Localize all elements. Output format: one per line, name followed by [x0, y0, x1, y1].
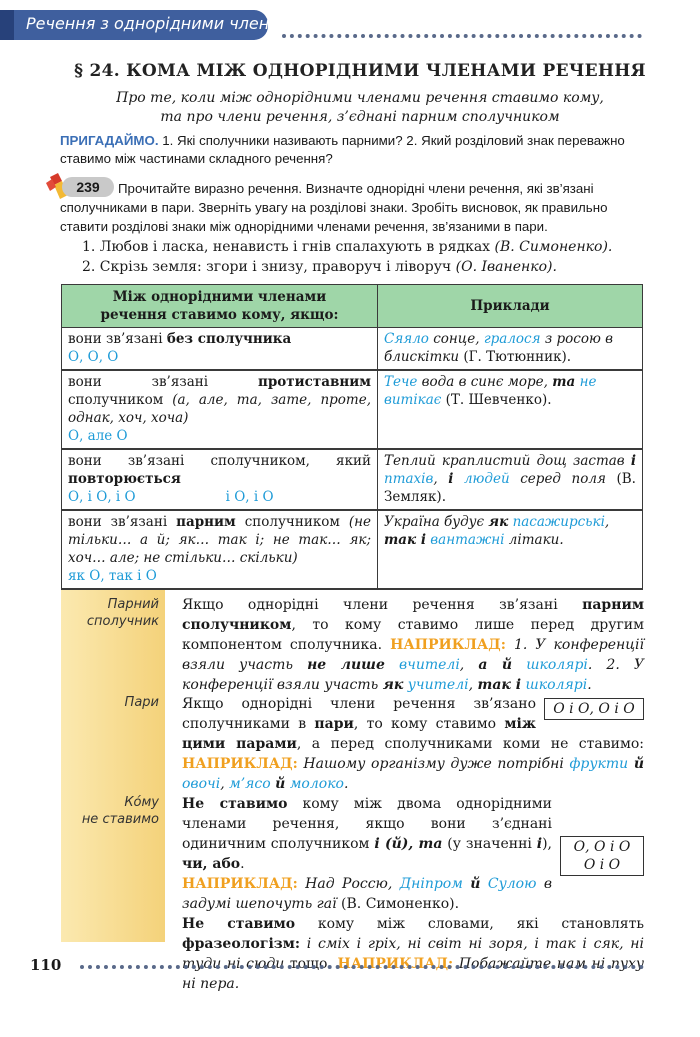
- table-cell-condition: вони зв’язані парним сполучником (не тільки… а й; як… так і; не так… як; хоч… але; не стільки… скільки) як О, так і О: [62, 510, 378, 589]
- subtitle-line: Про те, коли між однорідними членами речення ставимо кому,: [116, 90, 604, 106]
- sentence-1: 1. Любов і ласка, ненависть і гнів спалахують в рядках (В. Симоненко).: [82, 239, 613, 255]
- chapter-tab-accent: [0, 10, 14, 40]
- table-header-conditions: Між однорідними членами речення ставимо кому, якщо:: [62, 285, 378, 328]
- table-row: [62, 449, 643, 510]
- table-cell-condition: вони зв’язані без сполучника О, О, О: [62, 328, 378, 371]
- table-cell-example: Україна будує як пасажирські, так і вантажні літаки.: [378, 510, 643, 589]
- section-title: § 24. КОМА МІЖ ОДНОРІДНИМИ ЧЛЕНАМИ РЕЧЕННЯ: [74, 61, 646, 81]
- remember-text: 1. Які сполучники називають парними? 2. Який розділовий знак переважно ставимо між частинами складного речення?: [60, 133, 625, 166]
- table-cell-example: Сяяло сонце, гралося з росою в блискітки (Г. Тютюнник).: [378, 328, 643, 371]
- sentence-2: 2. Скрізь земля: згори і знизу, праворуч і ліворуч (О. Іваненко).: [82, 259, 557, 275]
- side-label-no-comma: Ко́му не ставимо: [81, 795, 159, 827]
- table-row: [62, 328, 643, 371]
- example-label: НАПРИКЛАД:: [390, 637, 506, 653]
- rule-paired-conjunction: Якщо однорідні члени речення зв’язані парним сполучником, то кому ставимо лише перед другим компонентом сполучника. НАПРИКЛАД: 1. У конференції взяли участь не лише вчителі, а й школярі. 2. У конференції взяли участь як учителі, так і школярі.: [182, 597, 645, 693]
- table-cell-example: Тече вода в синє море, та не витікає (Т. Шевченко).: [378, 370, 643, 449]
- chapter-title: Речення з однорідними членами: [26, 14, 302, 33]
- side-label-pairs: Пари: [124, 695, 159, 710]
- remember-label: ПРИГАДАЙМО.: [60, 133, 159, 148]
- table-cell-condition: вони зв’язані сполучником, який повторюється О, і О, і О і О, і О: [62, 449, 378, 510]
- exercise-number-badge: 239: [62, 177, 114, 197]
- example-label: НАПРИКЛАД:: [182, 876, 298, 892]
- table-row: [62, 510, 643, 589]
- subtitle-line: та про члени речення, з’єднані парним сполучником: [160, 109, 560, 125]
- table-cell-condition: вони зв’язані протиставним сполучником (а, але, та, зате, проте, однак, хоч, хоча) О, але О: [62, 370, 378, 449]
- table-cell-example: Теплий краплистий дощ застав і птахів, і людей серед поля (В. Земляк).: [378, 449, 643, 510]
- header-dotted-line: [282, 34, 642, 38]
- scheme: О, але О: [68, 428, 128, 444]
- scheme-no-comma: О, О і О О і О: [560, 836, 644, 876]
- rules-side-column: [61, 590, 165, 942]
- example-label: НАПРИКЛАД:: [337, 956, 454, 972]
- scheme: О, і О, і О і О, і О: [68, 489, 274, 505]
- side-label-paired: Парний сполучник: [86, 597, 159, 629]
- remember-block: [60, 132, 645, 168]
- table-row: [62, 370, 643, 449]
- exercise-sentences: [82, 237, 652, 277]
- table-header-row: [62, 285, 643, 328]
- scheme: О, О, О: [68, 349, 119, 365]
- footer-dotted-line: [80, 965, 644, 969]
- comma-rules-table: [61, 284, 643, 590]
- table-header-examples: Приклади: [378, 285, 643, 328]
- page-number: 110: [30, 956, 62, 974]
- scheme-pairs: О і О, О і О: [544, 698, 644, 720]
- section-subtitle: [60, 89, 660, 127]
- scheme: як О, так і О: [68, 568, 157, 584]
- rule-pairs: О і О, О і О Якщо однорідні члени речення зв’язано сполучниками в пари, то кому ставимо між цими парами, а перед сполучниками коми не ставимо: НАПРИКЛАД: Нашому організму дуже потрібні фрукти й овочі, м’ясо й молоко.: [182, 696, 645, 792]
- exercise-text: Прочитайте виразно речення. Визначте однорідні члени речення, які зв’язані сполучниками в пари. Зверніть увагу на розділові знаки. Зробіть висновок, як правильно ставити розділові знаки між однорідними членами речення, зв’язаними в пари.: [60, 181, 608, 234]
- rule-no-comma: О, О і О О і О Не ставимо кому між двома однорідними членами речення, якщо вони з’єднані одиничним сполучником і (й), та (у значенні і), чи, або. НАПРИКЛАД: Над Россю, Дніпром й Сулою в задумі шепочуть гаї (В. Симоненко). Не ставимо кому між словами, які становлять фразеологізм: і сміх і гріх, ні світ ні зоря, і так і сяк, ні туди ні сюди тощо. НАПРИКЛАД: Побажайте нам ні пуху ні пера.: [182, 796, 645, 992]
- example-label: НАПРИКЛАД:: [182, 756, 298, 772]
